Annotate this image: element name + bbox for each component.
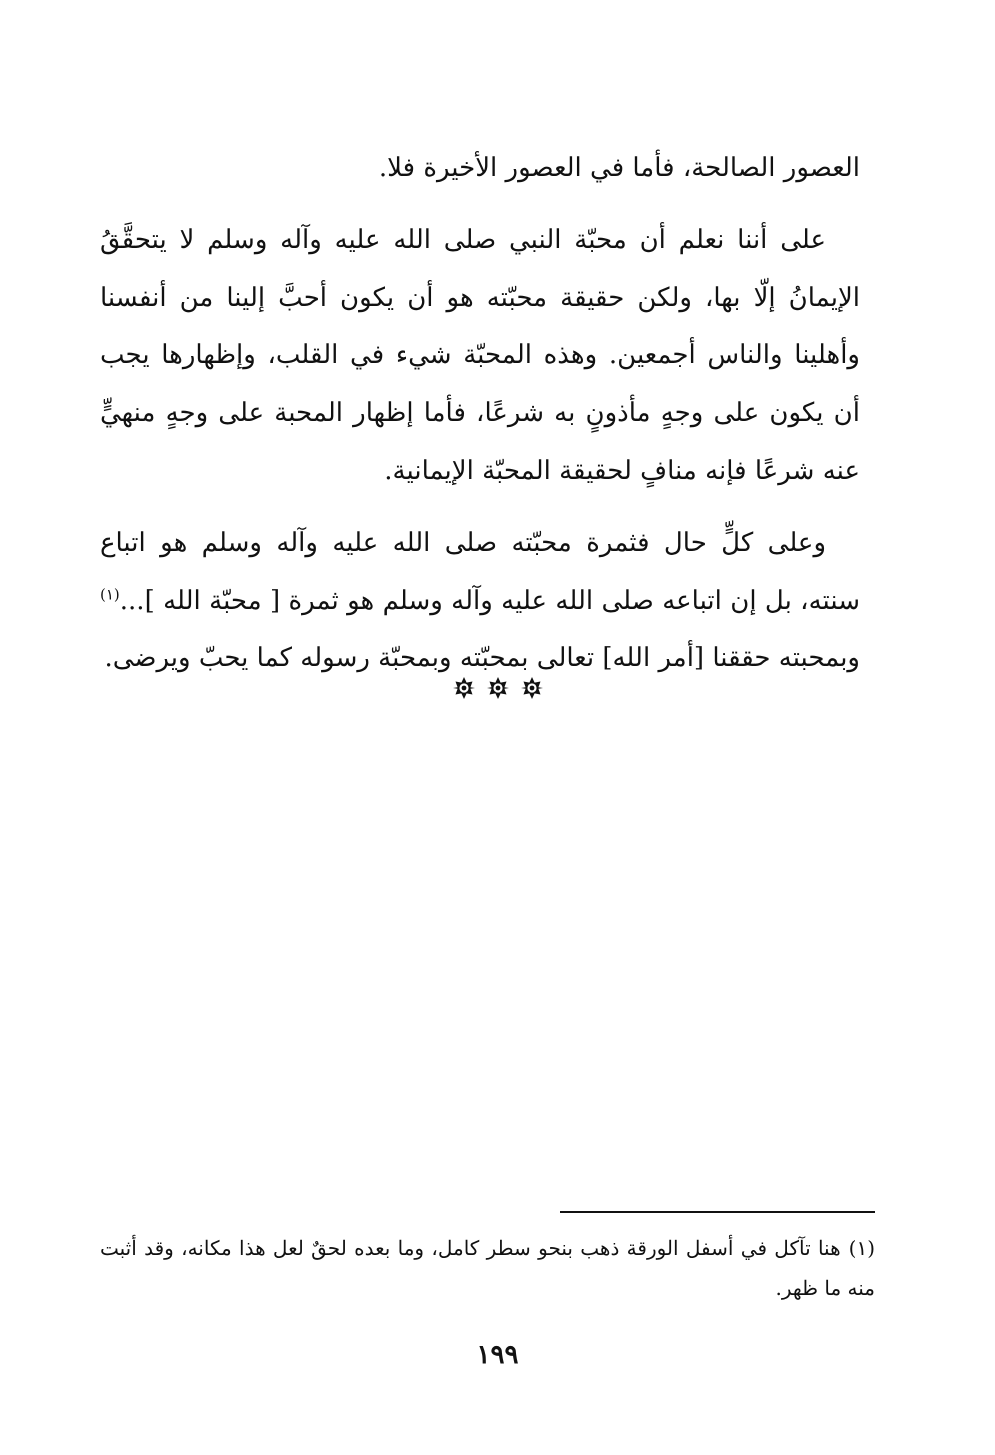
footnote-reference[interactable]: (١)	[100, 584, 120, 603]
ornament-star-icon	[486, 676, 510, 700]
ornament-star-icon	[452, 676, 476, 700]
paragraph-3	[100, 515, 860, 688]
footnote-text: هنا تآكل في أسفل الورقة ذهب بنحو سطر كامل، وما بعده لحقٌ لعل هذا مكانه، وقد أثبت منه ما ظهر.	[100, 1236, 875, 1300]
footnote	[100, 1228, 875, 1308]
main-text	[100, 140, 860, 688]
footnote-separator	[560, 1211, 875, 1213]
section-divider-ornaments	[0, 676, 995, 700]
ornament-star-icon	[520, 676, 544, 700]
page-number: ١٩٩	[476, 1340, 519, 1370]
footnote-number: (١)	[848, 1236, 875, 1260]
paragraph-1: العصور الصالحة، فأما في العصور الأخيرة فلا.	[378, 153, 860, 183]
paragraph-2: على أننا نعلم أن محبّة النبي صلى الله عليه وآله وسلم لا يتحقَّقُ الإيمانُ إلّا بها، ولكن حقيقة محبّته هو أن يكون أحبَّ إلينا من أنفسنا وأهلينا والناس أجمعين. وهذه المحبّة شيء في القلب، وإظهارها يجب أن يكون على وجهٍ مأذونٍ به شرعًا، فأما إظهار المحبة على وجهٍ منهيٍّ عنه شرعًا فإنه منافٍ لحقيقة المحبّة الإيمانية.	[100, 224, 860, 486]
paragraph-3-text-after: وبمحبته حققنا [أمر الله] تعالى بمحبّته وبمحبّة رسوله كما يحبّ ويرضى.	[104, 643, 860, 674]
paragraph-3-text-before: وعلى كلٍّ حال فثمرة محبّته صلى الله عليه وآله وسلم هو اتباع سنته، بل إن اتباعه صلى الله عليه وآله وسلم هو ثمرة [ محبّة الله ]...	[100, 527, 860, 616]
